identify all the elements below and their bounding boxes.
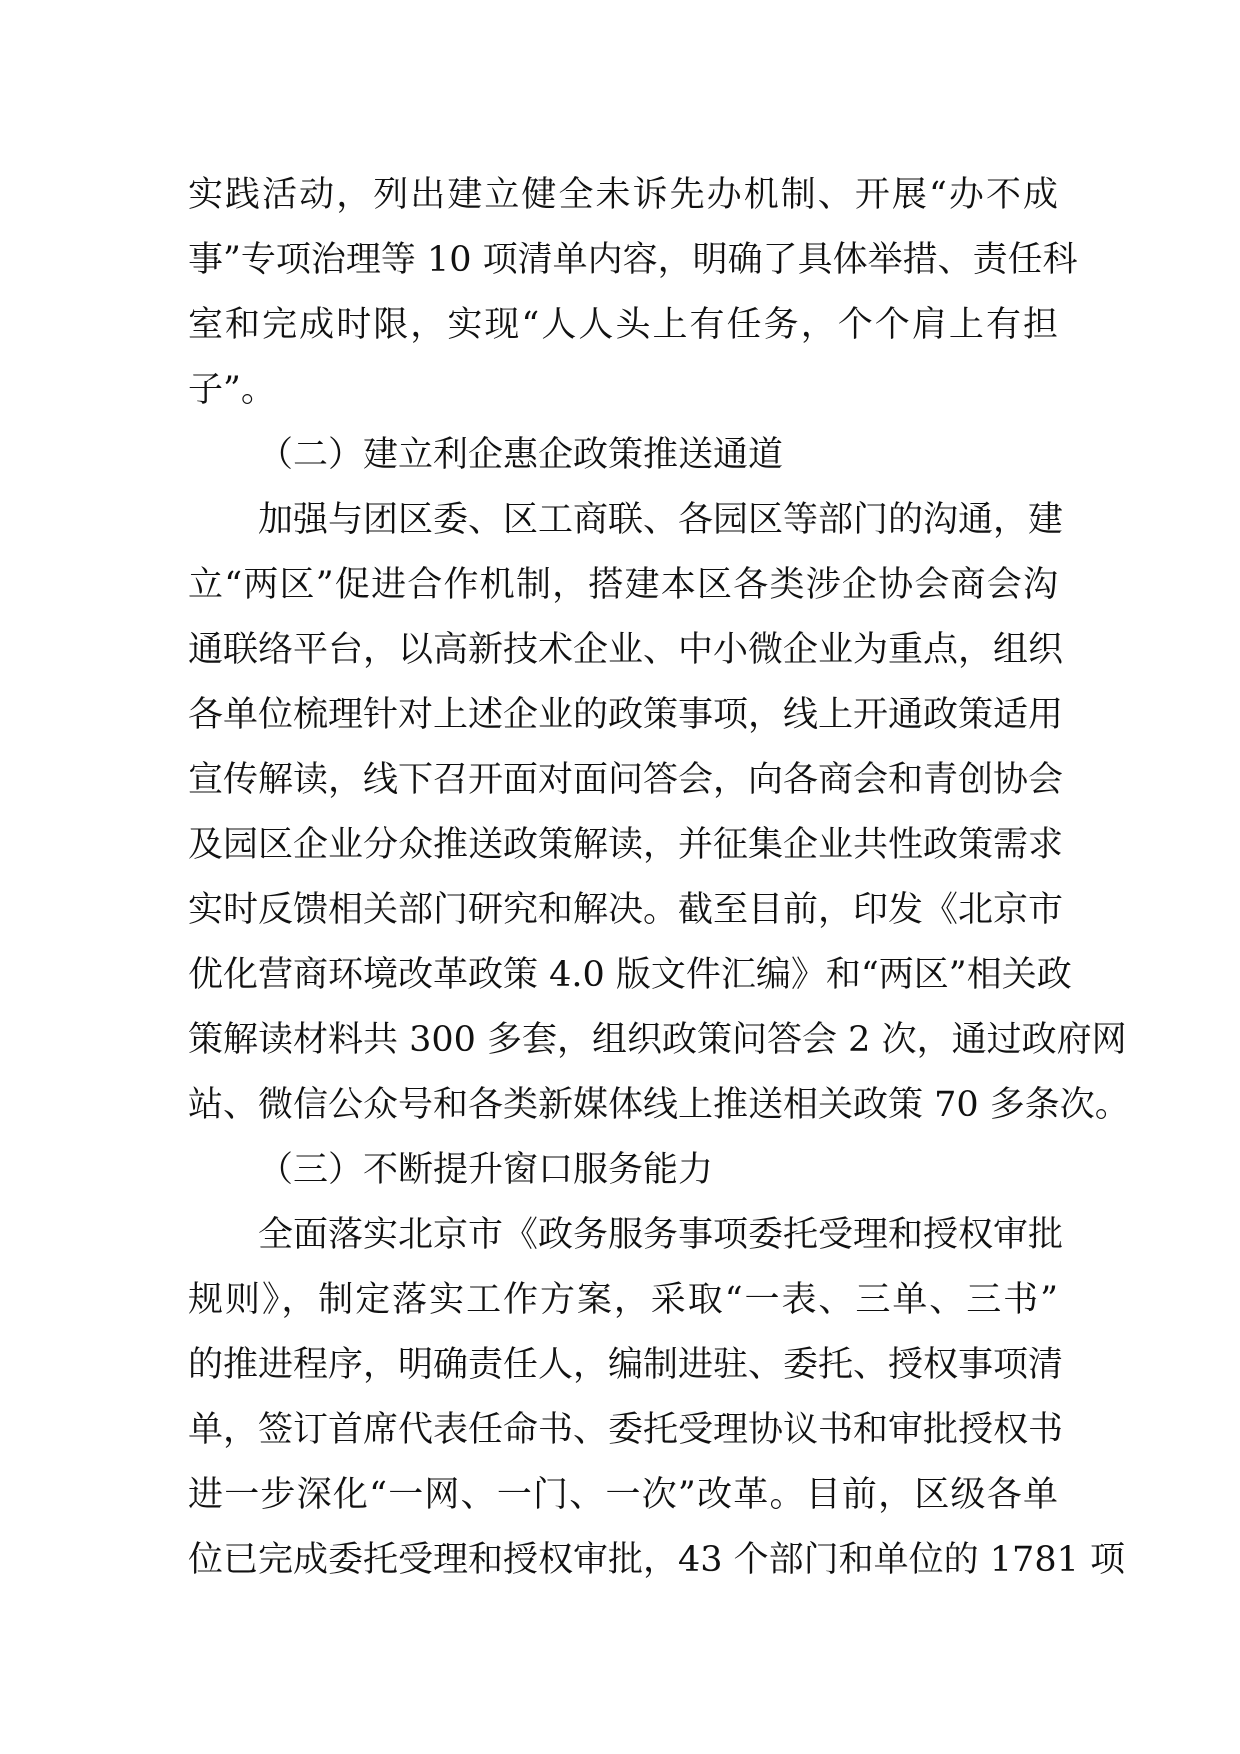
- text-line: 实践活动，列出建立健全未诉先办机制、开展“办不成: [188, 175, 1058, 215]
- text-line: 室和完成时限，实现“人人头上有任务，个个肩上有担: [188, 305, 1058, 345]
- text-line: 进一步深化“一网、一门、一次”改革。目前，区级各单: [188, 1475, 1058, 1515]
- text-line: 事”专项治理等 10 项清单内容，明确了具体举措、责任科: [188, 240, 1078, 280]
- text-line: 立“两区”促进合作机制，搭建本区各类涉企协会商会沟: [188, 565, 1058, 605]
- paragraph-1: [188, 163, 1078, 423]
- text-line: 策解读材料共 300 多套，组织政策问答会 2 次，通过政府网: [188, 1020, 1127, 1060]
- text-line: 通联络平台，以高新技术企业、中小微企业为重点，组织: [188, 630, 1064, 670]
- text-line: 各单位梳理针对上述企业的政策事项，线上开通政策适用: [188, 695, 1064, 735]
- text-line: 加强与团区委、区工商联、各园区等部门的沟通，建: [258, 500, 1064, 540]
- text-line: 及园区企业分众推送政策解读，并征集企业共性政策需求: [188, 825, 1064, 865]
- text-line: 优化营商环境改革政策 4.0 版文件汇编》和“两区”相关政: [188, 955, 1072, 995]
- text-line: 实时反馈相关部门研究和解决。截至目前，印发《北京市: [188, 890, 1064, 930]
- text-line: 宣传解读，线下召开面对面问答会，向各商会和青创协会: [188, 760, 1064, 800]
- text-line: 位已完成委托受理和授权审批，43 个部门和单位的 1781 项: [188, 1540, 1125, 1580]
- text-line: 站、微信公众号和各类新媒体线上推送相关政策 70 多条次。: [188, 1085, 1130, 1125]
- document-body: [188, 163, 1130, 1593]
- text-line: 的推进程序，明确责任人，编制进驻、委托、授权事项清: [188, 1345, 1064, 1385]
- text-line: 全面落实北京市《政务服务事项委托受理和授权审批: [258, 1215, 1064, 1255]
- paragraph-2: [188, 488, 1130, 1138]
- text-line: 规则》，制定落实工作方案，采取“一表、三单、三书”: [188, 1280, 1058, 1320]
- text-line: 单，签订首席代表任命书、委托受理协议书和审批授权书: [188, 1410, 1064, 1450]
- section-heading-3: （三）不断提升窗口服务能力: [258, 1150, 714, 1190]
- paragraph-3: [188, 1203, 1125, 1593]
- section-heading-2: （二）建立利企惠企政策推送通道: [258, 435, 784, 475]
- text-line: 子”。: [188, 370, 276, 410]
